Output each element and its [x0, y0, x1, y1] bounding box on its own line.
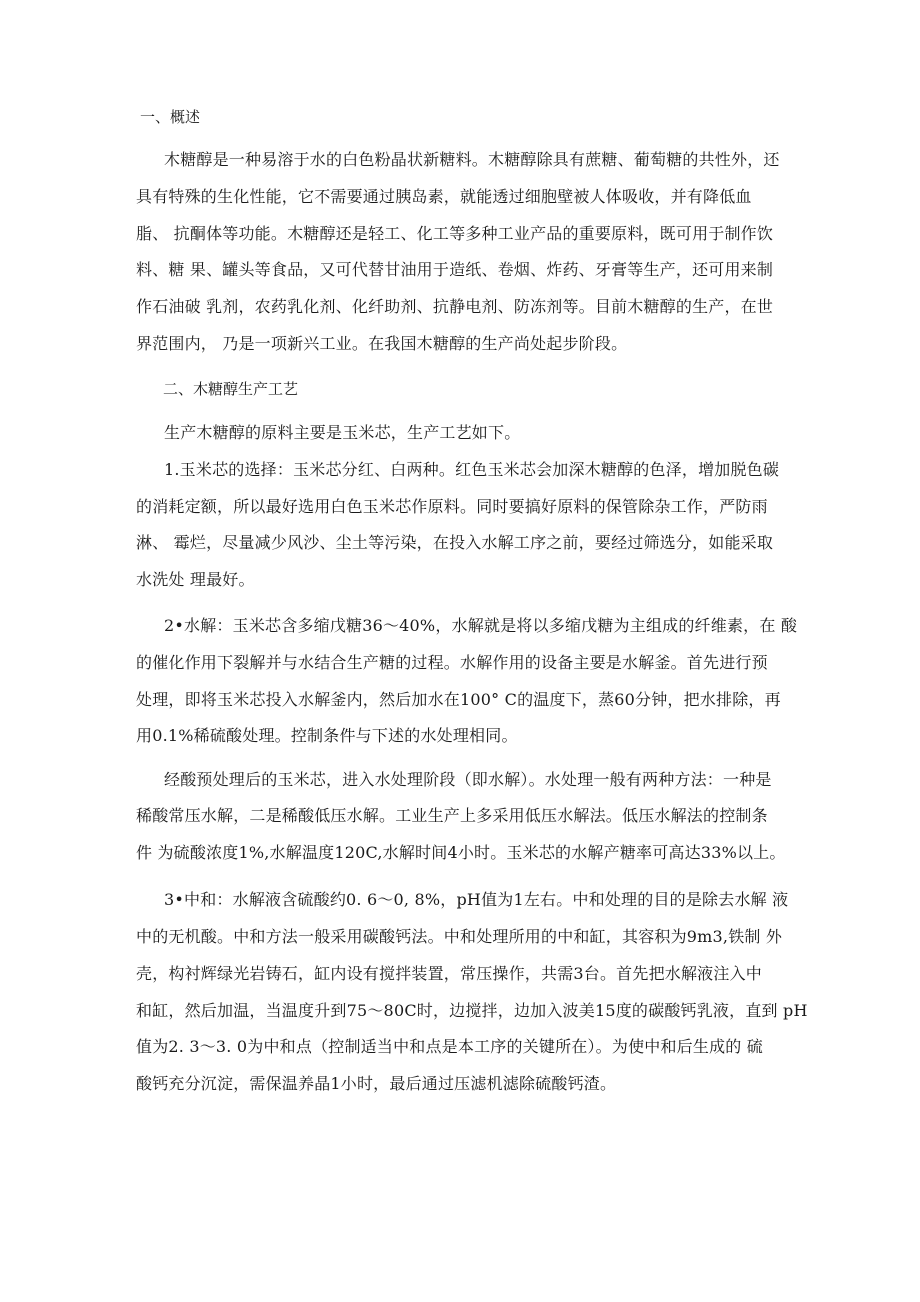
- paragraph-line: 1.玉米芯的选择：玉米芯分红、白两种。红色玉米芯会加深木糖醇的色泽，增加脱色碳: [164, 460, 780, 479]
- paragraph-line: 作石油破 乳剂，农药乳化剂、化纤助剂、抗静电剂、防冻剂等。目前木糖醇的生产，在世: [136, 297, 774, 316]
- paragraph-line: 2•水解：玉米芯含多缩戊糖36～40%，水解就是将以多缩戊糖为主组成的纤维素，在 酸: [164, 616, 798, 635]
- paragraph-line: 的催化作用下裂解并与水结合生产糖的过程。水解作用的设备主要是水解釜。首先进行预: [136, 653, 768, 672]
- paragraph-line: 脂、 抗酮体等功能。木糖醇还是轻工、化工等多种工业产品的重要原料，既可用于制作饮: [136, 224, 774, 243]
- paragraph-line: 酸钙充分沉淀，需保温养晶1小时，最后通过压滤机滤除硫酸钙渣。: [136, 1074, 617, 1093]
- paragraph-line: 界范围内， 乃是一项新兴工业。在我国木糖醇的生产尚处起步阶段。: [136, 334, 628, 353]
- paragraph-line: 和缸，然后加温，当温度升到75～80C时，边搅拌，边加入波美15度的碳酸钙乳液，直到 pH: [136, 1001, 808, 1020]
- paragraph-line: 经酸预处理后的玉米芯，进入水处理阶段（即水解）。水处理一般有两种方法：一种是: [164, 770, 772, 789]
- paragraph-line: 具有特殊的生化性能，它不需要通过胰岛素，就能透过细胞壁被人体吸收，并有降低血: [136, 187, 752, 206]
- paragraph-line: 料、糖 果、罐头等食品，又可代替甘油用于造纸、卷烟、炸药、牙膏等生产，还可用来制: [136, 260, 774, 279]
- paragraph-line: 值为2. 3～3. 0为中和点（控制适当中和点是本工序的关键所在）。为使中和后生成的 硫: [136, 1037, 763, 1056]
- paragraph-line: 中的无机酸。中和方法一般采用碳酸钙法。中和处理所用的中和缸，其容积为9m3,铁制 外: [136, 927, 783, 946]
- section-heading-process: 二、木糖醇生产工艺: [163, 380, 299, 398]
- paragraph-line: 木糖醇是一种易溶于水的白色粉晶状新糖料。木糖醇除具有蔗糖、葡萄糖的共性外，还: [164, 150, 780, 169]
- paragraph-line: 用0.1%稀硫酸处理。控制条件与下述的水处理相同。: [136, 726, 518, 745]
- paragraph-line: 生产木糖醇的原料主要是玉米芯，生产工艺如下。: [164, 423, 521, 442]
- paragraph-line: 壳，构衬辉绿光岩铸石，缸内设有搅拌装置，常压操作，共需3台。首先把水解液注入中: [136, 964, 762, 983]
- paragraph-line: 淋、 霉烂，尽量减少风沙、尘土等污染，在投入水解工序之前，要经过筛选分，如能采取: [136, 533, 774, 552]
- paragraph-line: 的消耗定额，所以最好选用白色玉米芯作原料。同时要搞好原料的保管除杂工作，严防雨: [136, 497, 768, 516]
- paragraph-line: 件 为硫酸浓度1%,水解温度120C,水解时间4小时。玉米芯的水解产糖率可高达33%以上。: [136, 843, 786, 862]
- paragraph-line: 处理，即将玉米芯投入水解釜内，然后加水在100° C的温度下，蒸60分钟，把水排除，再: [136, 690, 781, 709]
- paragraph-line: 稀酸常压水解，二是稀酸低压水解。工业生产上多采用低压水解法。低压水解法的控制条: [136, 806, 768, 825]
- section-heading-overview: 一、概述: [140, 108, 201, 126]
- paragraph-line: 水洗处 理最好。: [136, 570, 255, 589]
- paragraph-line: 3•中和：水解液含硫酸约0. 6～0, 8%，pH值为1左右。中和处理的目的是除去水解 液: [164, 890, 789, 909]
